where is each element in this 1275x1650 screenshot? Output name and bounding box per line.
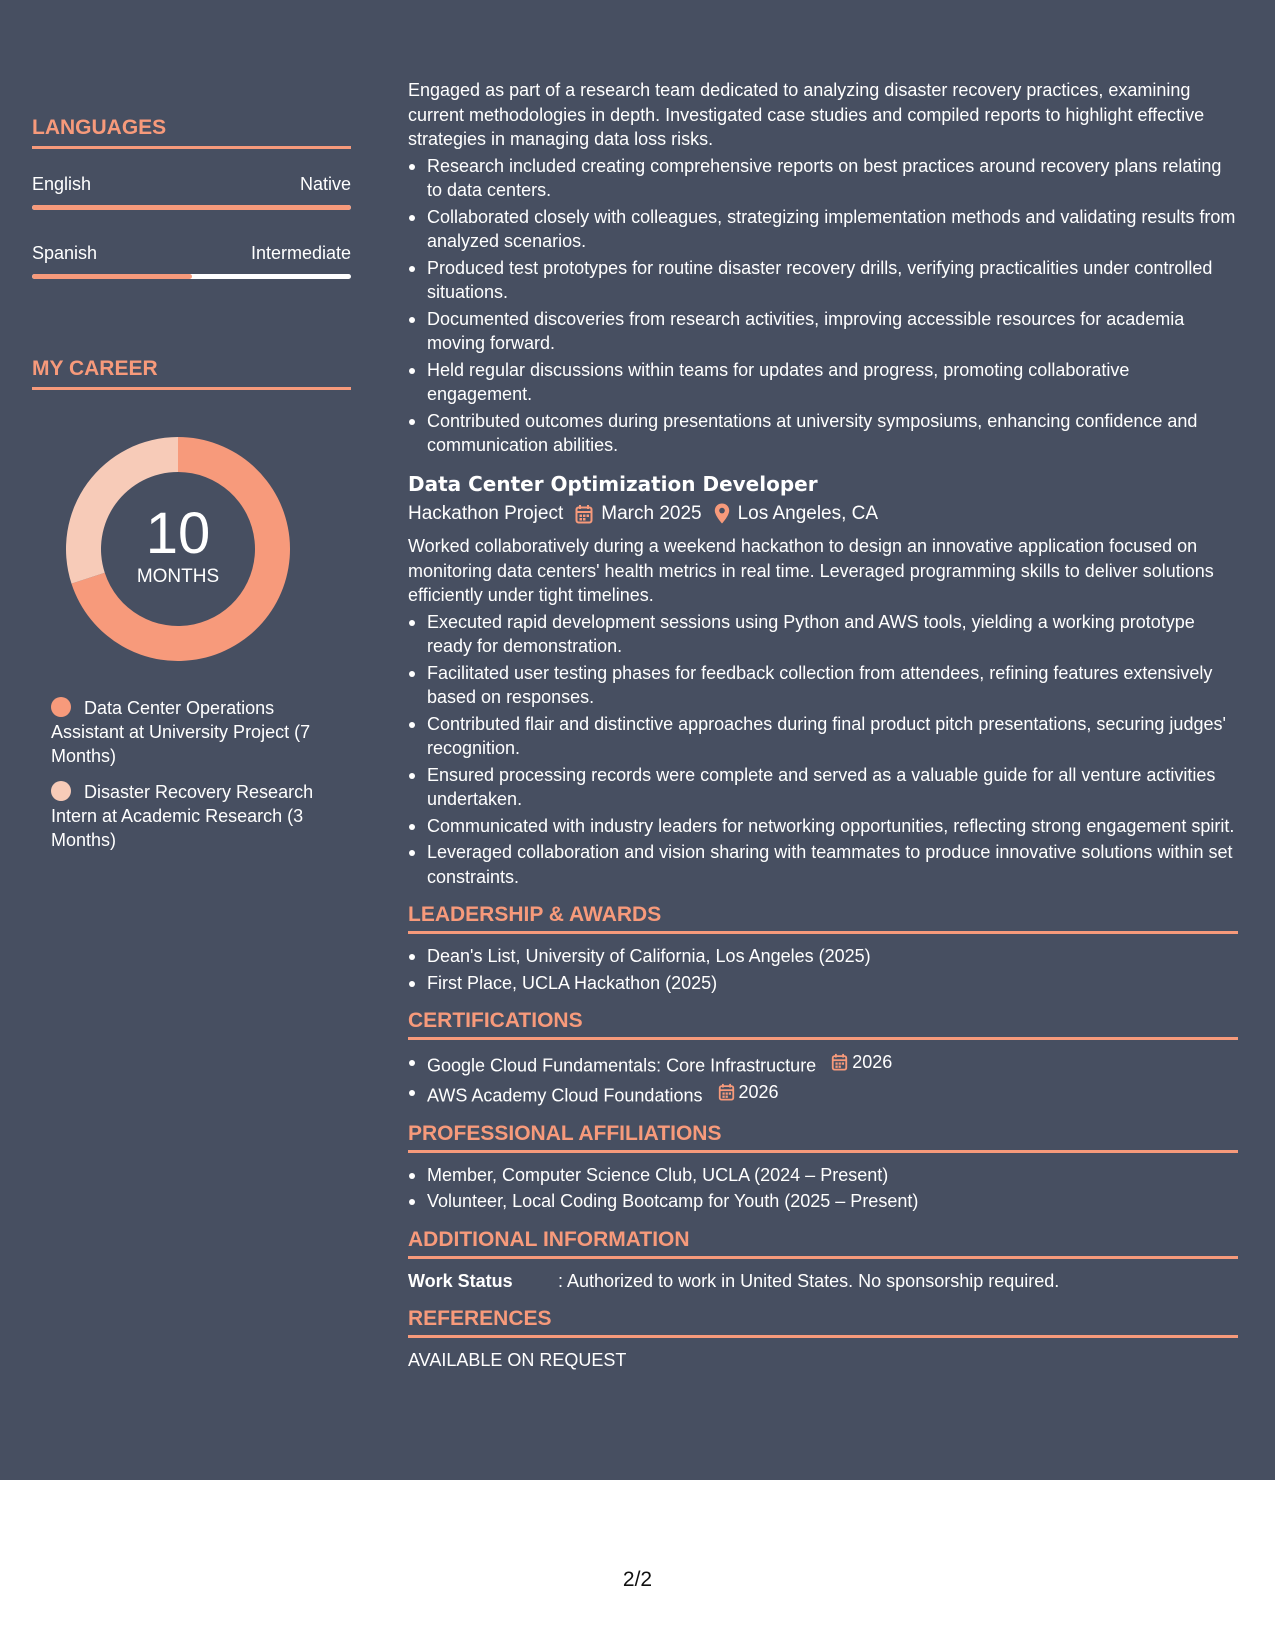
list-item: Collaborated closely with colleagues, strategizing implementation methods and validating results from analyzed scenarios. (408, 205, 1238, 254)
career-legend (51, 696, 341, 864)
work-status-value: : Authorized to work in United States. No sponsorship required. (558, 1270, 1060, 1291)
list-item: Contributed outcomes during presentations at university symposiums, enhancing confidence and communication abilities. (408, 409, 1238, 458)
list-item (408, 1080, 1238, 1108)
language-bar-fill (32, 274, 192, 279)
career-unit: MONTHS (136, 566, 220, 587)
career-heading: MY CAREER (32, 357, 351, 390)
work-status-row (408, 1269, 1238, 1294)
career-total: 10 (145, 501, 211, 566)
calendar-icon (718, 1083, 735, 1101)
language-row-english (32, 174, 351, 195)
references-text: AVAILABLE ON REQUEST (408, 1350, 627, 1370)
list-item: Volunteer, Local Coding Bootcamp for Youth (2025 – Present) (408, 1189, 1238, 1214)
donut-center (66, 437, 290, 661)
certifications-heading: CERTIFICATIONS (408, 1007, 1238, 1040)
legend-dot (51, 781, 71, 801)
list-item: Held regular discussions within teams for updates and progress, promoting collaborative engagement. (408, 358, 1238, 407)
list-item: Executed rapid development sessions using Python and AWS tools, yielding a working prototype ready for demonstration. (408, 610, 1238, 659)
list-item: Produced test prototypes for routine disaster recovery drills, verifying practicalities under controlled situations. (408, 256, 1238, 305)
legend-label: Disaster Recovery Research Intern at Academic Research (3 Months) (51, 782, 314, 850)
cert-year (718, 1080, 779, 1105)
cert-year-text: 2026 (852, 1052, 893, 1072)
job-title: Data Center Optimization Developer (408, 471, 818, 496)
research-intro: Engaged as part of a research team dedicated to analyzing disaster recovery practices, examining current methodologies in depth. Investigated case studies and compiled reports to highlight effective strategies in managing data loss risks. (408, 80, 1205, 149)
research-bullets (408, 154, 1238, 458)
leadership-heading: LEADERSHIP & AWARDS (408, 901, 1238, 934)
cert-year-text: 2026 (738, 1081, 779, 1102)
affiliations-heading: PROFESSIONAL AFFILIATIONS (408, 1120, 1238, 1153)
language-level: Native (299, 174, 351, 194)
job-bullets (408, 610, 1238, 890)
list-item (408, 1050, 1238, 1078)
list-item: Facilitated user testing phases for feedback collection from attendees, refining features extensively based on responses. (408, 661, 1238, 710)
list-item: Dean's List, University of California, Los Angeles (2025) (408, 944, 1238, 969)
language-name: English (32, 174, 92, 194)
references-heading: REFERENCES (408, 1305, 1238, 1338)
page-number: 2/2 (622, 1568, 653, 1591)
language-name: Spanish (32, 243, 98, 263)
language-bar-spanish (32, 274, 351, 279)
location-pin-icon (714, 503, 730, 524)
calendar-icon (575, 504, 593, 524)
main-column (408, 78, 1238, 1373)
legend-dot (51, 697, 71, 717)
list-item: Contributed flair and distinctive approaches during final product pitch presentations, securing judges' recognition. (408, 712, 1238, 761)
job-meta (408, 502, 1238, 527)
work-status-label: Work Status (408, 1270, 513, 1291)
list-item: Communicated with industry leaders for networking opportunities, reflecting strong engagement spirit. (408, 814, 1238, 839)
legend-item (51, 780, 341, 852)
cert-name: AWS Academy Cloud Foundations (427, 1085, 703, 1105)
calendar-icon (831, 1053, 848, 1071)
legend-item (51, 696, 341, 768)
language-bar-fill (32, 205, 351, 210)
list-item: Ensured processing records were complete and served as a valuable guide for all venture activities undertaken. (408, 763, 1238, 812)
job-intro: Worked collaboratively during a weekend hackathon to design an innovative application focused on monitoring data centers' health metrics in real time. Leveraged programming skills to deliver solutions efficiently under tight timelines. (408, 536, 1214, 605)
languages-heading: LANGUAGES (32, 116, 351, 149)
list-item: Leveraged collaboration and vision sharing with teammates to produce innovative solutions within set constraints. (408, 840, 1238, 889)
certifications-list (408, 1050, 1238, 1108)
leadership-list (408, 944, 1238, 995)
list-item: Documented discoveries from research activities, improving accessible resources for academia moving forward. (408, 307, 1238, 356)
cert-year (831, 1050, 892, 1075)
job-date: March 2025 (601, 502, 702, 524)
language-row-spanish (32, 243, 351, 264)
cert-name: Google Cloud Fundamentals: Core Infrastructure (427, 1055, 817, 1076)
affiliations-list (408, 1163, 1238, 1214)
language-level: Intermediate (250, 243, 351, 263)
career-donut-chart (66, 437, 290, 661)
job-org: Hackathon Project (408, 502, 564, 524)
list-item: First Place, UCLA Hackathon (2025) (408, 971, 1238, 996)
additional-info-heading: ADDITIONAL INFORMATION (408, 1226, 1238, 1259)
list-item: Research included creating comprehensive reports on best practices around recovery plans relating to data centers. (408, 154, 1238, 203)
list-item: Member, Computer Science Club, UCLA (2024 – Present) (408, 1163, 1238, 1188)
language-bar-english (32, 205, 351, 210)
job-location: Los Angeles, CA (737, 502, 879, 524)
legend-label: Data Center Operations Assistant at University Project (7 Months) (51, 698, 311, 766)
